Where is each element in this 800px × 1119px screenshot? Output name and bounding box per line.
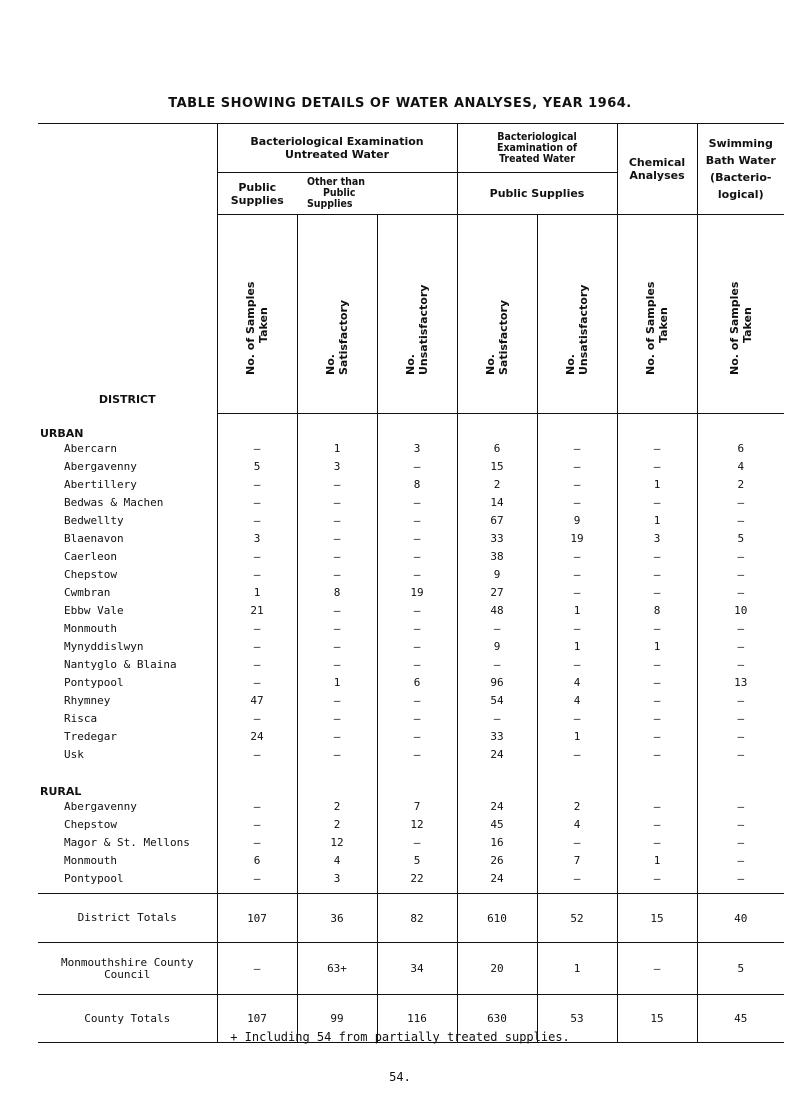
value-cell: 15: [457, 458, 537, 476]
value-cell: –: [697, 512, 784, 530]
total-value-cell: 107: [217, 894, 297, 943]
value-cell: –: [617, 548, 697, 566]
total-value-cell: 36: [297, 894, 377, 943]
table-row: [38, 530, 784, 548]
value-cell: –: [297, 566, 377, 584]
district-name: Abergavenny: [64, 460, 137, 473]
value-cell: 3: [297, 458, 377, 476]
value-cell: 1: [217, 584, 297, 602]
table-row: [38, 798, 784, 816]
total-value-cell: 15: [617, 995, 697, 1043]
table-row: [38, 674, 784, 692]
value-cell: –: [617, 870, 697, 888]
value-cell: 19: [377, 584, 457, 602]
value-cell: –: [217, 494, 297, 512]
value-cell: 12: [377, 816, 457, 834]
value-cell: –: [697, 728, 784, 746]
district-name: Nantyglo & Blaina: [64, 658, 177, 671]
value-cell: 13: [697, 674, 784, 692]
value-cell: 4: [297, 852, 377, 870]
value-cell: –: [697, 816, 784, 834]
chemical-analyses-header: Chemical Analyses: [617, 124, 697, 215]
county-council-row: [38, 943, 784, 995]
total-value-cell: 82: [377, 894, 457, 943]
swimming-bath-header: Swimming Bath Water (Bacterio- logical): [697, 124, 784, 215]
value-cell: 96: [457, 674, 537, 692]
value-cell: 54: [457, 692, 537, 710]
total-value-cell: –: [617, 943, 697, 995]
value-cell: –: [297, 710, 377, 728]
district-name: Tredegar: [64, 730, 117, 743]
table-row: [38, 512, 784, 530]
value-cell: –: [697, 834, 784, 852]
value-cell: –: [297, 494, 377, 512]
value-cell: –: [617, 566, 697, 584]
table-row: [38, 870, 784, 888]
col-untreated-other-unsatisfactory-header: No. Unsatisfactory: [377, 215, 457, 414]
value-cell: –: [697, 798, 784, 816]
value-cell: –: [377, 638, 457, 656]
value-cell: 16: [457, 834, 537, 852]
value-cell: –: [697, 656, 784, 674]
col-untreated-other-satisfactory-header: No. Satisfactory: [297, 215, 377, 414]
value-cell: 1: [537, 728, 617, 746]
value-cell: –: [697, 584, 784, 602]
total-value-cell: 63+: [297, 943, 377, 995]
district-name: Ebbw Vale: [64, 604, 124, 617]
value-cell: –: [697, 548, 784, 566]
value-cell: –: [377, 458, 457, 476]
table-row: [38, 602, 784, 620]
value-cell: 8: [617, 602, 697, 620]
table-row: [38, 852, 784, 870]
treated-public-supplies-header: Public Supplies: [457, 173, 617, 215]
value-cell: –: [617, 728, 697, 746]
value-cell: 4: [537, 816, 617, 834]
value-cell: –: [217, 870, 297, 888]
col-treated-satisfactory-header: No. Satisfactory: [457, 215, 537, 414]
value-cell: –: [457, 620, 537, 638]
district-name: Chepstow: [64, 818, 117, 831]
table-row: [38, 816, 784, 834]
col-swimming-samples-header: No. of Samples Taken: [697, 215, 784, 414]
value-cell: 1: [297, 440, 377, 458]
value-cell: 9: [537, 512, 617, 530]
value-cell: 12: [297, 834, 377, 852]
value-cell: –: [217, 816, 297, 834]
value-cell: –: [617, 584, 697, 602]
value-cell: –: [697, 710, 784, 728]
district-name: Monmouth: [64, 622, 117, 635]
value-cell: –: [617, 692, 697, 710]
table-row: [38, 566, 784, 584]
total-value-cell: 34: [377, 943, 457, 995]
value-cell: 24: [457, 798, 537, 816]
value-cell: 8: [377, 476, 457, 494]
value-cell: 22: [377, 870, 457, 888]
value-cell: –: [457, 656, 537, 674]
value-cell: –: [297, 476, 377, 494]
value-cell: –: [617, 458, 697, 476]
district-header: DISTRICT: [38, 124, 217, 414]
value-cell: 5: [697, 530, 784, 548]
value-cell: –: [537, 566, 617, 584]
value-cell: 4: [537, 674, 617, 692]
value-cell: –: [217, 798, 297, 816]
value-cell: –: [297, 512, 377, 530]
value-cell: 45: [457, 816, 537, 834]
table-row: [38, 476, 784, 494]
value-cell: –: [537, 710, 617, 728]
table-row: [38, 656, 784, 674]
value-cell: –: [377, 746, 457, 764]
value-cell: 9: [457, 566, 537, 584]
value-cell: –: [217, 746, 297, 764]
value-cell: 48: [457, 602, 537, 620]
value-cell: 26: [457, 852, 537, 870]
value-cell: 24: [217, 728, 297, 746]
value-cell: –: [457, 710, 537, 728]
value-cell: –: [537, 548, 617, 566]
value-cell: 10: [697, 602, 784, 620]
value-cell: –: [617, 656, 697, 674]
table-row: [38, 692, 784, 710]
other-supplies-header: Other than Public Supplies: [297, 173, 457, 215]
value-cell: 19: [537, 530, 617, 548]
value-cell: –: [697, 870, 784, 888]
value-cell: –: [537, 870, 617, 888]
value-cell: 6: [377, 674, 457, 692]
value-cell: –: [377, 602, 457, 620]
value-cell: –: [617, 620, 697, 638]
value-cell: 3: [217, 530, 297, 548]
bact-treated-header: Bacteriological Examination of Treated Water: [457, 124, 617, 173]
value-cell: –: [297, 728, 377, 746]
value-cell: –: [617, 440, 697, 458]
value-cell: –: [297, 656, 377, 674]
total-value-cell: 15: [617, 894, 697, 943]
value-cell: –: [377, 728, 457, 746]
district-rows: [38, 414, 784, 1043]
value-cell: –: [217, 656, 297, 674]
value-cell: –: [217, 674, 297, 692]
table-title: TABLE SHOWING DETAILS OF WATER ANALYSES, YEAR 1964.: [168, 96, 632, 111]
value-cell: –: [217, 834, 297, 852]
value-cell: –: [697, 746, 784, 764]
value-cell: –: [377, 494, 457, 512]
value-cell: –: [697, 494, 784, 512]
value-cell: –: [377, 692, 457, 710]
table-row: [38, 548, 784, 566]
value-cell: –: [617, 746, 697, 764]
rural-section-label: RURAL: [40, 784, 82, 798]
total-value-cell: 99: [297, 995, 377, 1043]
value-cell: 38: [457, 548, 537, 566]
district-totals-row-label: District Totals: [38, 894, 217, 943]
value-cell: 6: [217, 852, 297, 870]
value-cell: –: [377, 834, 457, 852]
value-cell: –: [697, 620, 784, 638]
total-value-cell: 116: [377, 995, 457, 1043]
value-cell: 5: [377, 852, 457, 870]
value-cell: –: [537, 458, 617, 476]
value-cell: –: [537, 476, 617, 494]
value-cell: –: [617, 834, 697, 852]
value-cell: 33: [457, 728, 537, 746]
urban-section-label: URBAN: [40, 426, 84, 440]
value-cell: –: [377, 512, 457, 530]
value-cell: 6: [697, 440, 784, 458]
value-cell: 9: [457, 638, 537, 656]
value-cell: 3: [617, 530, 697, 548]
table-row: [38, 710, 784, 728]
value-cell: 14: [457, 494, 537, 512]
district-name: Chepstow: [64, 568, 117, 581]
district-name: Abertillery: [64, 478, 137, 491]
value-cell: –: [617, 816, 697, 834]
value-cell: 1: [537, 602, 617, 620]
value-cell: 1: [617, 638, 697, 656]
value-cell: –: [217, 620, 297, 638]
district-name: Abergavenny: [64, 800, 137, 813]
value-cell: –: [697, 692, 784, 710]
table-row: [38, 728, 784, 746]
col-chemical-samples-header: No. of Samples Taken: [617, 215, 697, 414]
value-cell: 7: [377, 798, 457, 816]
district-name: Pontypool: [64, 872, 124, 885]
value-cell: –: [537, 494, 617, 512]
value-cell: –: [377, 566, 457, 584]
value-cell: 1: [617, 852, 697, 870]
value-cell: –: [377, 710, 457, 728]
total-value-cell: 1: [537, 943, 617, 995]
district-name: Bedwas & Machen: [64, 496, 164, 509]
table-row: [38, 584, 784, 602]
value-cell: 1: [617, 476, 697, 494]
value-cell: –: [537, 834, 617, 852]
value-cell: 2: [537, 798, 617, 816]
total-value-cell: 45: [697, 995, 784, 1043]
value-cell: –: [617, 798, 697, 816]
value-cell: 6: [457, 440, 537, 458]
value-cell: –: [617, 494, 697, 512]
value-cell: –: [537, 746, 617, 764]
district-name: Risca: [64, 712, 98, 725]
value-cell: –: [697, 638, 784, 656]
district-name: Cwmbran: [64, 586, 111, 599]
district-name: Rhymney: [64, 694, 111, 707]
col-treated-unsatisfactory-header: No. Unsatisfactory: [537, 215, 617, 414]
table-row: [38, 494, 784, 512]
table-row: [38, 834, 784, 852]
total-value-cell: 107: [217, 995, 297, 1043]
total-value-cell: 52: [537, 894, 617, 943]
value-cell: 8: [297, 584, 377, 602]
total-value-cell: –: [217, 943, 297, 995]
district-totals-row: [38, 894, 784, 943]
value-cell: –: [297, 692, 377, 710]
district-name: Bedwellty: [64, 514, 124, 527]
value-cell: –: [297, 746, 377, 764]
value-cell: –: [217, 638, 297, 656]
value-cell: 33: [457, 530, 537, 548]
water-analyses-table: [38, 123, 784, 1043]
district-name: Mynyddislwyn: [64, 640, 144, 653]
value-cell: 2: [697, 476, 784, 494]
value-cell: 1: [297, 674, 377, 692]
value-cell: 27: [457, 584, 537, 602]
value-cell: –: [297, 548, 377, 566]
footnote: + Including 54 from partially treated supplies.: [230, 1030, 570, 1044]
value-cell: –: [297, 530, 377, 548]
value-cell: –: [537, 620, 617, 638]
value-cell: –: [217, 476, 297, 494]
value-cell: –: [217, 566, 297, 584]
value-cell: 3: [297, 870, 377, 888]
value-cell: –: [377, 620, 457, 638]
value-cell: –: [377, 656, 457, 674]
value-cell: 2: [457, 476, 537, 494]
value-cell: 47: [217, 692, 297, 710]
total-value-cell: 5: [697, 943, 784, 995]
public-supplies-header: Public Supplies: [217, 173, 297, 215]
total-value-cell: 610: [457, 894, 537, 943]
value-cell: 3: [377, 440, 457, 458]
page-number: 54.: [389, 1070, 411, 1084]
value-cell: –: [217, 512, 297, 530]
value-cell: –: [297, 638, 377, 656]
value-cell: 5: [217, 458, 297, 476]
value-cell: 24: [457, 870, 537, 888]
table-row: [38, 458, 784, 476]
value-cell: 24: [457, 746, 537, 764]
table-row: [38, 620, 784, 638]
value-cell: –: [217, 710, 297, 728]
table-row: [38, 746, 784, 764]
value-cell: –: [297, 602, 377, 620]
district-name: Abercarn: [64, 442, 117, 455]
value-cell: 2: [297, 816, 377, 834]
value-cell: –: [697, 566, 784, 584]
col-untreated-public-samples-header: No. of Samples Taken: [217, 215, 297, 414]
value-cell: 1: [537, 638, 617, 656]
total-value-cell: 40: [697, 894, 784, 943]
total-value-cell: 20: [457, 943, 537, 995]
value-cell: –: [537, 440, 617, 458]
value-cell: –: [217, 548, 297, 566]
value-cell: –: [537, 656, 617, 674]
value-cell: 4: [537, 692, 617, 710]
bact-untreated-header: Bacteriological Examination Untreated Water: [217, 124, 457, 173]
value-cell: 1: [617, 512, 697, 530]
county-council-row-label: Monmouthshire County Council: [38, 943, 217, 995]
district-name: Usk: [64, 748, 84, 761]
value-cell: 7: [537, 852, 617, 870]
value-cell: –: [697, 852, 784, 870]
value-cell: –: [377, 530, 457, 548]
table-row: [38, 638, 784, 656]
district-name: Magor & St. Mellons: [64, 836, 190, 849]
value-cell: –: [377, 548, 457, 566]
value-cell: 2: [297, 798, 377, 816]
total-value-cell: 53: [537, 995, 617, 1043]
county-totals-row-label: County Totals: [38, 995, 217, 1043]
value-cell: 67: [457, 512, 537, 530]
district-name: Caerleon: [64, 550, 117, 563]
value-cell: –: [217, 440, 297, 458]
value-cell: –: [537, 584, 617, 602]
value-cell: –: [297, 620, 377, 638]
value-cell: –: [617, 710, 697, 728]
district-name: Blaenavon: [64, 532, 124, 545]
value-cell: 4: [697, 458, 784, 476]
district-name: Monmouth: [64, 854, 117, 867]
district-name: Pontypool: [64, 676, 124, 689]
total-value-cell: 630: [457, 995, 537, 1043]
value-cell: 21: [217, 602, 297, 620]
table-row: [38, 440, 784, 458]
value-cell: –: [617, 674, 697, 692]
